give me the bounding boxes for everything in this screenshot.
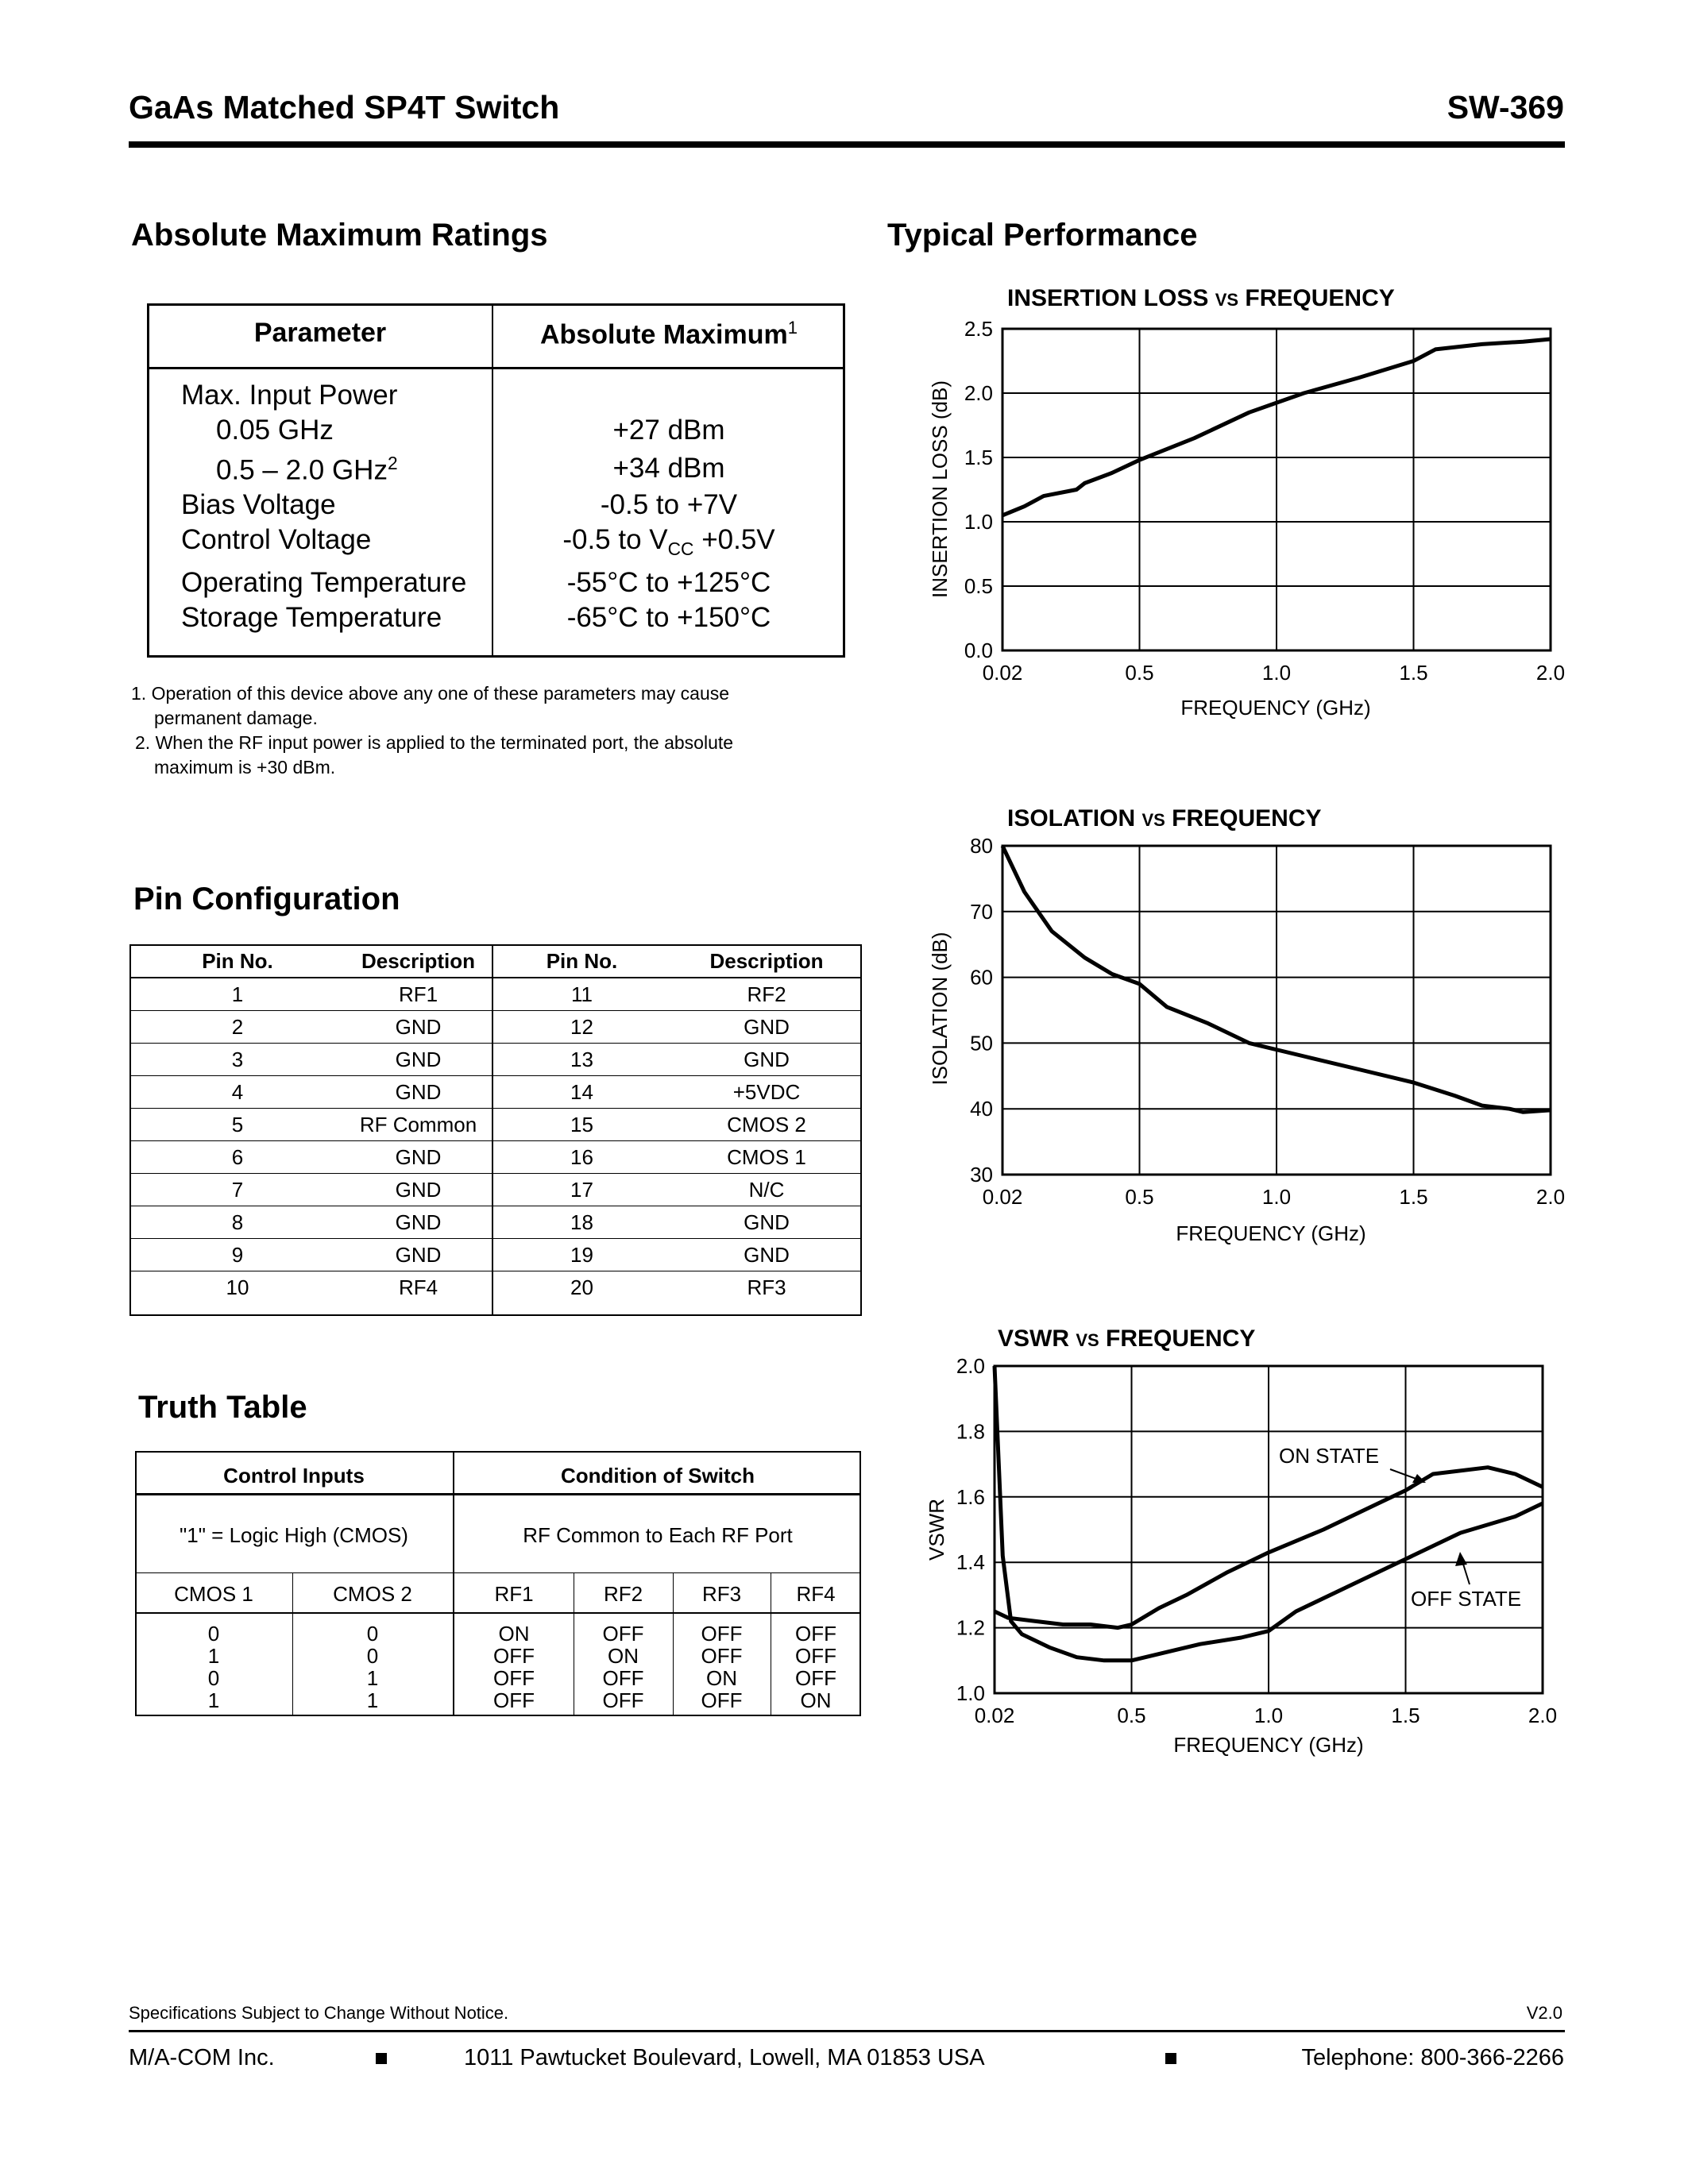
tt-cell: 0: [366, 1622, 379, 1646]
pin-number: 7: [130, 1174, 345, 1206]
il-ytick-label: 0.0: [964, 639, 993, 662]
pin-description: GND: [345, 1206, 492, 1239]
tt-cell: ON: [498, 1622, 530, 1646]
vswr-xtick-label: 0.5: [1117, 1704, 1146, 1727]
pin-description: GND: [345, 1076, 492, 1109]
tt-cell: OFF: [602, 1688, 644, 1712]
pin-number: 16: [492, 1141, 672, 1174]
pin-number: 2: [130, 1011, 345, 1044]
vswr-xtick-label: 1.0: [1253, 1704, 1284, 1727]
tt-col-rf4: RF4: [796, 1582, 836, 1606]
pin-header-desc2: Description: [672, 945, 861, 978]
vswr-ytick-label: 1.4: [956, 1550, 985, 1575]
iso-ytick-label: 30: [970, 1163, 993, 1187]
footer-bullet-1: [376, 2053, 387, 2064]
tt-header-inputs: Control Inputs: [223, 1464, 365, 1488]
amr-operating-temp-value: -55°C to +125°C: [566, 567, 771, 598]
il-xtick-label: 2.0: [1535, 661, 1566, 685]
amr-divider: [492, 303, 493, 658]
iso-ytick-label: 50: [970, 1031, 993, 1055]
pin-table-border: [129, 944, 862, 1316]
pin-number: 3: [130, 1044, 345, 1076]
tt-cell: OFF: [602, 1666, 644, 1690]
amr-note-1b: permanent damage.: [154, 708, 318, 728]
insertion-loss-chart: [914, 278, 1573, 739]
iso-xtick-label: 1.0: [1261, 1185, 1292, 1209]
iso-xtick-label: 2.0: [1535, 1185, 1566, 1209]
amr-bias-value: -0.5 to +7V: [600, 489, 738, 520]
vswr-chart: [914, 1318, 1573, 1779]
amr-col-absmax: Absolute Maximum$^1$: [539, 318, 798, 350]
pin-number: 19: [492, 1239, 672, 1271]
amr-storage-temp-value: -65°C to +150°C: [566, 602, 771, 633]
vswr-xlabel: FREQUENCY (GHz): [1173, 1733, 1364, 1757]
footer-rule: [129, 2030, 1565, 2032]
pin-number: 14: [492, 1076, 672, 1109]
pin-description: CMOS 1: [672, 1141, 861, 1174]
tt-cell: ON: [800, 1688, 832, 1712]
tt-cell: OFF: [493, 1644, 535, 1668]
pin-description: GND: [345, 1011, 492, 1044]
tt-cell: OFF: [493, 1688, 535, 1712]
tt-cell: OFF: [602, 1622, 644, 1646]
tt-cell: OFF: [701, 1688, 743, 1712]
pin-description: N/C: [672, 1174, 861, 1206]
iso-xtick-label: 0.5: [1125, 1185, 1154, 1209]
pin-number: 11: [492, 978, 672, 1011]
isolation-chart: [914, 798, 1573, 1259]
tt-cell: ON: [608, 1644, 639, 1668]
pin-description: RF1: [345, 978, 492, 1011]
pin-description: GND: [672, 1011, 861, 1044]
vswr-ytick-label: 2.0: [956, 1354, 985, 1378]
pin-description: GND: [345, 1141, 492, 1174]
iso-ytick-label: 40: [970, 1097, 993, 1121]
vswr-title: VSWR VS FREQUENCY: [998, 1325, 1256, 1352]
tt-header-condition: Condition of Switch: [560, 1464, 755, 1488]
tt-cell: 1: [207, 1644, 220, 1668]
tt-cell: OFF: [795, 1622, 836, 1646]
pin-description: GND: [672, 1044, 861, 1076]
footer-address: 1011 Pawtucket Boulevard, Lowell, MA 01853 USA: [464, 2045, 985, 2070]
tt-cell: 1: [207, 1688, 220, 1712]
tt-col-rf1: RF1: [494, 1582, 534, 1606]
iso-title: ISOLATION VS FREQUENCY: [1007, 805, 1322, 832]
il-ytick-label: 1.0: [964, 510, 993, 534]
pin-header-pin: Pin No.: [130, 945, 345, 978]
iso-xlabel: FREQUENCY (GHz): [1176, 1221, 1366, 1245]
il-ytick-label: 0.5: [964, 574, 993, 598]
il-xtick-label: 1.5: [1399, 661, 1428, 685]
pin-description: +5VDC: [672, 1076, 861, 1109]
il-grid: [1002, 329, 1551, 650]
il-xtick-label: 0.02: [982, 661, 1023, 685]
amr-header-rule: [147, 367, 845, 369]
amr-control: Control Voltage: [181, 524, 372, 555]
footer-version: V2.0: [1526, 2003, 1562, 2023]
tt-cell: 0: [207, 1622, 220, 1646]
amr-control-value: -0.5 to $V_{CC} +0.5V$: [562, 524, 775, 559]
pin-description: GND: [345, 1174, 492, 1206]
pin-description: GND: [345, 1239, 492, 1271]
il-ylabel: INSERTION LOSS (dB): [928, 380, 952, 599]
tt-cell: 0: [207, 1666, 220, 1690]
pin-number: 6: [130, 1141, 345, 1174]
pin-description: RF3: [747, 1275, 786, 1299]
vswr-annotation-on: ON STATE: [1279, 1444, 1380, 1468]
pin-description: GND: [672, 1239, 861, 1271]
pin-number: 13: [492, 1044, 672, 1076]
pin-description: CMOS 2: [672, 1109, 861, 1141]
iso-xtick-label: 0.02: [982, 1185, 1023, 1209]
amr-f1-value: +27 dBm: [612, 415, 725, 446]
tt-cell: 1: [366, 1688, 379, 1712]
pin-number: 10: [226, 1275, 249, 1299]
amr-max-input: Max. Input Power: [181, 380, 398, 411]
pin-number: 1: [130, 978, 345, 1011]
il-xtick-label: 0.5: [1125, 661, 1154, 685]
pin-description: RF2: [672, 978, 861, 1011]
tt-cell: 0: [366, 1644, 379, 1668]
iso-xtick-label: 1.5: [1399, 1185, 1428, 1209]
pin-number: 17: [492, 1174, 672, 1206]
pin-number: 8: [130, 1206, 345, 1239]
tt-col-rule: [135, 1612, 861, 1614]
truth-table-title: Truth Table: [138, 1390, 307, 1425]
tt-header-rule: [135, 1493, 861, 1495]
pin-config-title: Pin Configuration: [133, 882, 400, 916]
vswr-xtick-label: 2.0: [1528, 1704, 1558, 1727]
pin-number: 15: [492, 1109, 672, 1141]
iso-ytick-label: 80: [970, 834, 993, 858]
perf-title: Typical Performance: [887, 218, 1198, 253]
il-xlabel: FREQUENCY (GHz): [1180, 696, 1371, 720]
tt-col-cmos2: CMOS 2: [333, 1582, 412, 1606]
tt-cell: OFF: [701, 1622, 743, 1646]
il-ytick-label: 1.5: [964, 446, 993, 469]
tt-cell: 1: [366, 1666, 379, 1690]
amr-title: Absolute Maximum Ratings: [131, 218, 548, 253]
footer-disclaimer: Specifications Subject to Change Without Notice.: [129, 2003, 509, 2023]
pin-description: RF4: [398, 1275, 438, 1299]
tt-cell: OFF: [701, 1644, 743, 1668]
iso-ytick-label: 60: [970, 965, 993, 990]
tt-cell: ON: [706, 1666, 737, 1690]
footer-company: M/A-COM Inc.: [129, 2045, 275, 2070]
vswr-xtick-label: 0.02: [974, 1704, 1015, 1727]
pin-number: 18: [492, 1206, 672, 1239]
tt-col-cmos1: CMOS 1: [174, 1582, 253, 1606]
iso-ytick-label: 70: [970, 899, 993, 924]
footer-bullet-2: [1165, 2053, 1176, 2064]
tt-col-rf2: RF2: [603, 1582, 643, 1606]
il-title: INSERTION LOSS VS FREQUENCY: [1007, 285, 1395, 311]
amr-f2-value: +34 dBm: [612, 453, 725, 484]
pin-number: 5: [130, 1109, 345, 1141]
amr-bias: Bias Voltage: [181, 489, 336, 520]
vswr-ytick-label: 1.2: [956, 1615, 985, 1640]
tt-logic-note: "1" = Logic High (CMOS): [180, 1523, 408, 1547]
amr-note-1: 1. Operation of this device above any one of these parameters may cause: [131, 683, 730, 704]
tt-cell: OFF: [795, 1644, 836, 1668]
il-xtick-label: 1.0: [1261, 661, 1292, 685]
document-title: GaAs Matched SP4T Switch: [129, 89, 560, 125]
tt-col-rf3: RF3: [701, 1582, 742, 1606]
vswr-arrowhead-off: [1455, 1552, 1467, 1566]
pin-table-divider: [492, 944, 493, 1316]
amr-note-2: 2. When the RF input power is applied to the terminated port, the absolute: [135, 732, 734, 753]
pin-header-pin2: Pin No.: [492, 945, 672, 978]
pin-description: GND: [345, 1044, 492, 1076]
pin-number: 20: [570, 1275, 593, 1299]
pin-description: RF Common: [345, 1109, 492, 1141]
pin-header-desc: Description: [345, 945, 492, 978]
tt-cell: OFF: [493, 1666, 535, 1690]
vswr-ytick-label: 1.8: [956, 1419, 985, 1444]
tt-cell: OFF: [795, 1666, 836, 1690]
part-number: SW-369: [1447, 89, 1564, 125]
vswr-annotation-off: OFF STATE: [1411, 1587, 1522, 1611]
pin-description: GND: [672, 1206, 861, 1239]
amr-note-2b: maximum is +30 dBm.: [154, 757, 336, 778]
amr-storage-temp: Storage Temperature: [181, 602, 442, 633]
pin-number: 4: [130, 1076, 345, 1109]
il-ytick-label: 2.5: [964, 317, 993, 341]
iso-ylabel: ISOLATION (dB): [928, 932, 952, 1086]
vswr-ylabel: VSWR: [925, 1499, 948, 1561]
tt-rf-common-note: RF Common to Each RF Port: [523, 1523, 793, 1547]
amr-operating-temp: Operating Temperature: [181, 567, 467, 598]
vswr-ytick-label: 1.6: [956, 1484, 985, 1509]
header-rule: [129, 141, 1565, 148]
amr-f2: 0.5 – 2.0 GHz$^2$: [216, 453, 398, 486]
pin-number: 12: [492, 1011, 672, 1044]
vswr-ytick-label: 1.0: [956, 1681, 985, 1705]
amr-col-parameter: Parameter: [253, 318, 387, 348]
footer-phone: Telephone: 800-366-2266: [1301, 2045, 1564, 2070]
vswr-xtick-label: 1.5: [1391, 1704, 1420, 1727]
il-ytick-label: 2.0: [964, 381, 993, 405]
tt-sub-rule: [135, 1572, 861, 1573]
amr-f1: 0.05 GHz: [216, 415, 334, 446]
pin-number: 9: [130, 1239, 345, 1271]
